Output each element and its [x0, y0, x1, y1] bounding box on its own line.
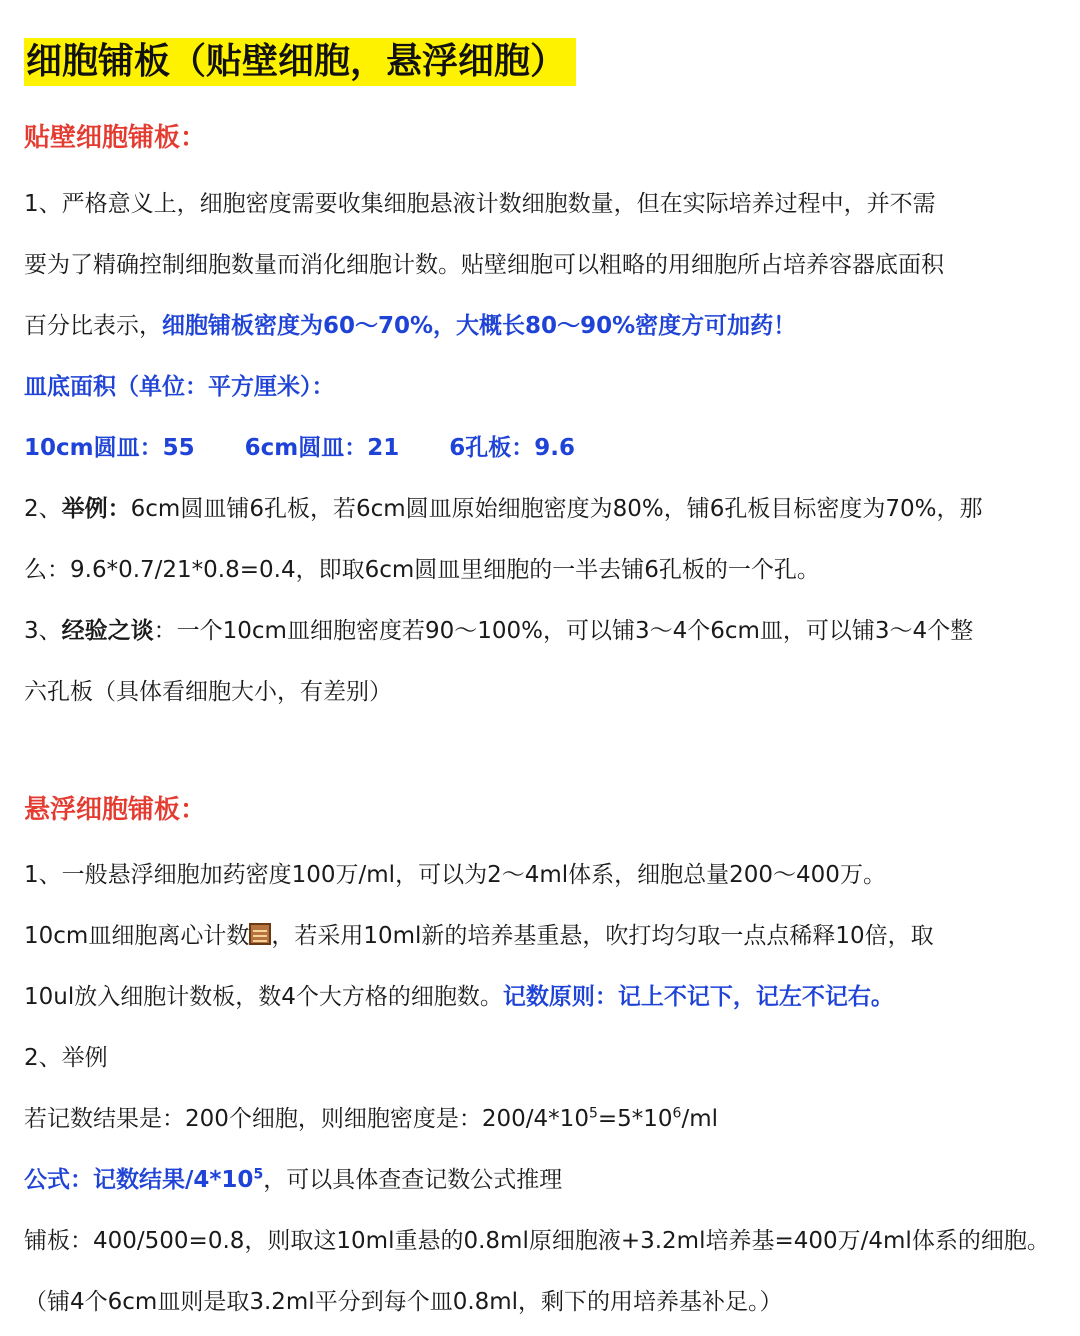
suspension-p1-line2	[24, 920, 934, 952]
formula-label: 公式：记数结果/4*10	[24, 1167, 254, 1193]
experience-label: 经验之谈	[61, 618, 154, 644]
p3-number: 3、	[24, 618, 62, 644]
formula-text: ，可以具体查查记数公式推理	[263, 1167, 563, 1193]
suspension-p1-line1: 1、一般悬浮细胞加药密度100万/ml，可以为2～4ml体系，细胞总量200～400万。	[24, 862, 886, 888]
area-values	[24, 432, 575, 464]
page-title: 细胞铺板（贴壁细胞，悬浮细胞）	[24, 38, 576, 86]
plating-note: （铺4个6cm皿则是取3.2ml平分到每个皿0.8ml，剩下的用培养基补足。）	[24, 1289, 783, 1315]
adherent-p1-line1: 1、严格意义上，细胞密度需要收集细胞悬液计数细胞数量，但在实际培养过程中，并不需	[24, 191, 936, 217]
abacus-icon	[249, 923, 271, 945]
area-6well: 6孔板：9.6	[449, 435, 575, 461]
p2-text: 6cm圆皿铺6孔板，若6cm圆皿原始细胞密度为80%，铺6孔板目标密度为70%，那	[130, 496, 983, 522]
plating-line: 铺板：400/500=0.8，则取这10ml重悬的0.8ml原细胞液+3.2ml培养基=400万/4ml体系的细胞。	[24, 1228, 1050, 1254]
p2-number: 2、	[24, 496, 62, 522]
area-10cm: 10cm圆皿：55	[24, 435, 195, 461]
result-exp2: 6	[672, 1105, 682, 1122]
result-exp1: 5	[588, 1105, 598, 1122]
adherent-p3-line1	[24, 615, 973, 647]
formula-line	[24, 1164, 562, 1196]
result-text-b: =5*10	[597, 1106, 673, 1132]
counting-text: 10ul放入细胞计数板，数4个大方格的细胞数。	[24, 984, 503, 1010]
suspension-heading: 悬浮细胞铺板：	[24, 795, 207, 825]
area-6cm: 6cm圆皿：21	[244, 435, 400, 461]
adherent-p1-line3	[24, 310, 796, 342]
result-text-c: /ml	[681, 1106, 719, 1132]
resuspend-text: ，若采用10ml新的培养基重悬，吹打均匀取一点点稀释10倍，取	[271, 923, 934, 949]
adherent-heading: 贴壁细胞铺板：	[24, 123, 207, 153]
count-result	[24, 1103, 718, 1135]
adherent-p1-line2: 要为了精确控制细胞数量而消化细胞计数。贴壁细胞可以粗略的用细胞所占培养容器底面积	[24, 252, 944, 278]
centrifuge-text: 10cm皿细胞离心计数	[24, 923, 250, 949]
adherent-p2-line1	[24, 493, 983, 525]
suspension-p1-line3	[24, 981, 894, 1013]
counting-rule: 记数原则：记上不记下，记左不记右。	[502, 984, 894, 1010]
density-highlight: 细胞铺板密度为60～70%，大概长80～90%密度方可加药！	[162, 313, 797, 339]
adherent-p2-line2: 么：9.6*0.7/21*0.8=0.4，即取6cm圆皿里细胞的一半去铺6孔板的一个孔。	[24, 557, 820, 583]
adherent-p1-line3-text: 百分比表示，	[24, 313, 162, 339]
formula-exp: 5	[253, 1166, 264, 1183]
example-label: 举例：	[61, 496, 131, 522]
result-text-a: 若记数结果是：200个细胞，则细胞密度是：200/4*10	[24, 1106, 589, 1132]
suspension-p2-heading: 2、举例	[24, 1045, 108, 1071]
adherent-p3-line2: 六孔板（具体看细胞大小，有差别）	[24, 679, 392, 705]
area-heading: 皿底面积（单位：平方厘米）：	[24, 374, 335, 400]
p3-text: ：一个10cm皿细胞密度若90～100%，可以铺3～4个6cm皿，可以铺3～4个整	[153, 618, 974, 644]
